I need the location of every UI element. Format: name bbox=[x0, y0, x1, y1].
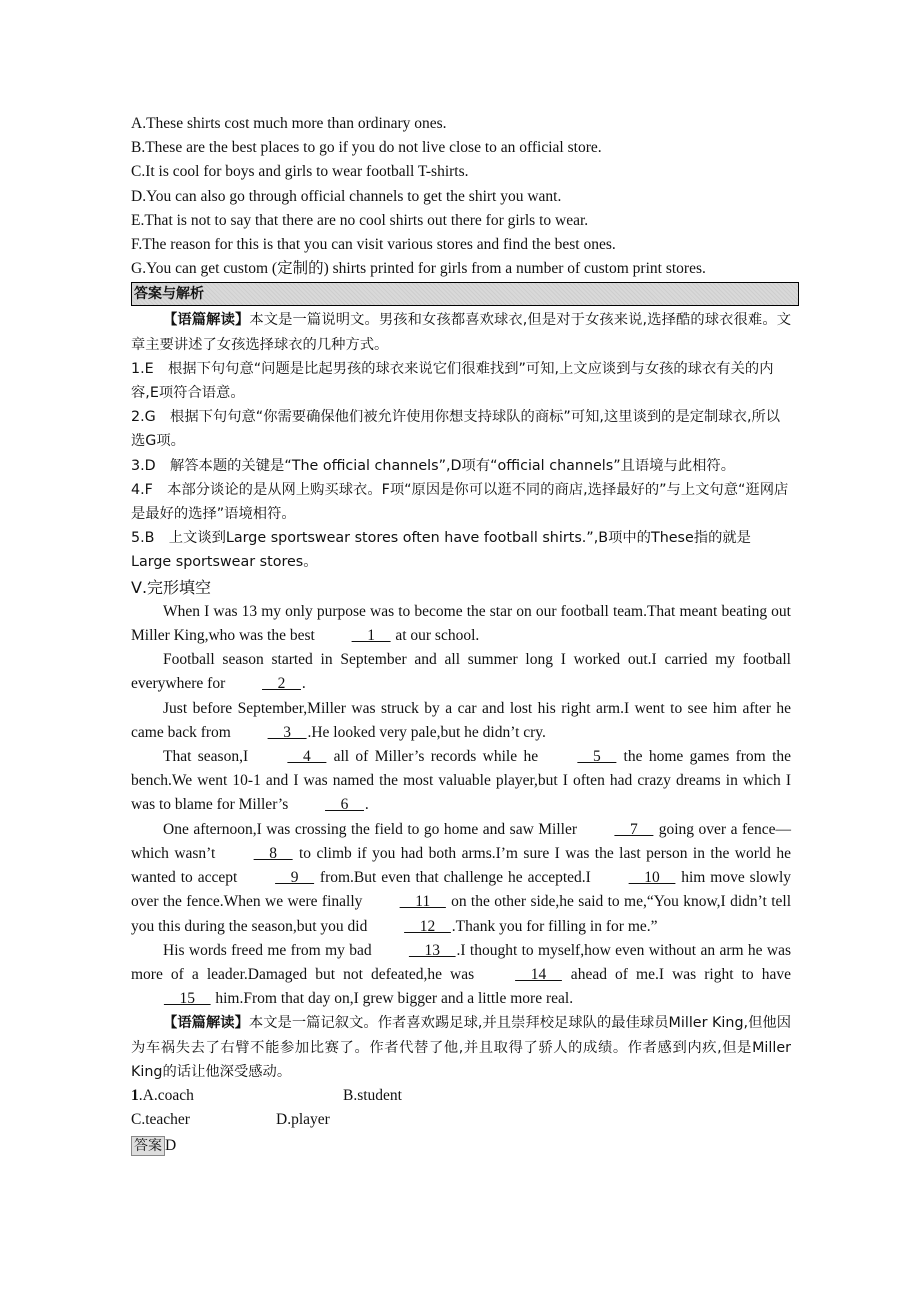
explanation-3: 3.D 解答本题的关键是“The official channels”,D项有“official channels”且语境与此相符。 bbox=[131, 457, 736, 474]
choice-a[interactable]: 1.A.coach bbox=[131, 1086, 194, 1104]
blank-2[interactable]: __2__ bbox=[262, 675, 301, 693]
choice-b[interactable]: B.student bbox=[343, 1086, 402, 1104]
option-d: D.You can also go through official channels to get the shirt you want. bbox=[131, 187, 562, 205]
cloze-paragraph-1: When I was 13 my only purpose was to become the star on our football team.That meant beating out Miller King,who was the best __1__ at our school. bbox=[131, 600, 791, 648]
passage-summary-2 bbox=[131, 1011, 791, 1084]
answer-line bbox=[131, 1134, 791, 1158]
cloze-paragraph-3: Just before September,Miller was struck by a car and lost his right arm.I went to see him after he came back from __3__.He looked very pale,but he didn’t cry. bbox=[131, 697, 791, 745]
option-b: B.These are the best places to go if you do not live close to an official store. bbox=[131, 139, 602, 157]
summary-text: 本文是一篇说明文。男孩和女孩都喜欢球衣,但是对于女孩来说,选择酷的球衣很难。文章主要讲述了女孩选择球衣的几种方式。 bbox=[131, 312, 792, 353]
option-f: F.The reason for this is that you can visit various stores and find the best ones. bbox=[131, 236, 616, 254]
blank-11[interactable]: __11__ bbox=[399, 893, 446, 911]
blank-1[interactable]: __1__ bbox=[351, 627, 391, 645]
summary-text: 本文是一篇记叙文。作者喜欢踢足球,并且崇拜校足球队的最佳球员Miller King,但他因为车祸失去了右臂不能参加比赛了。作者代替了他,并且取得了骄人的成绩。作者感到内疚,但是Miller King的话让他深受感动。 bbox=[131, 1015, 792, 1080]
explanation-2: 2.G 根据下句句意“你需要确保他们被允许使用你想支持球队的商标”可知,这里谈到的是定制球衣,所以选G项。 bbox=[131, 409, 781, 450]
explanation-4: 4.F 本部分谈论的是从网上购买球衣。F项“原因是你可以逛不同的商店,选择最好的”与上文句意“逛网店是最好的选择”语境相符。 bbox=[131, 481, 789, 523]
explanation-5: 5.B 上文谈到Large sportswear stores often have football shirts.”,B项中的These指的就是Large sportswear stores。 bbox=[131, 530, 751, 571]
blank-3[interactable]: __3__ bbox=[267, 723, 307, 741]
blank-13[interactable]: __13__ bbox=[409, 941, 456, 959]
blank-7[interactable]: __7__ bbox=[614, 820, 654, 838]
blank-5[interactable]: __5__ bbox=[577, 748, 617, 766]
question-number: 1 bbox=[131, 1086, 139, 1104]
option-a: A.These shirts cost much more than ordinary ones. bbox=[131, 115, 447, 132]
cloze-paragraph-4: That season,I __4__ all of Miller’s records while he __5__ the home games from the bench.We went 10-1 and I was named the most valuable player,but I often had crazy dreams in which I was to blame for Miller’s __6__. bbox=[131, 745, 791, 818]
blank-6[interactable]: __6__ bbox=[325, 796, 364, 814]
summary-label: 【语篇解读】 bbox=[163, 312, 250, 329]
blank-4[interactable]: __4__ bbox=[287, 748, 327, 766]
blank-9[interactable]: __9__ bbox=[275, 869, 314, 887]
cloze-paragraph-2: Football season started in September and all summer long I worked out.I carried my football everywhere for __2__. bbox=[131, 648, 791, 696]
question-1-options-row-1 bbox=[131, 1084, 791, 1108]
question-1-options-row-2 bbox=[131, 1108, 791, 1132]
option-g: G.You can get custom (定制的) shirts printed for girls from a number of custom print stores. bbox=[131, 260, 706, 278]
passage-summary-1 bbox=[131, 308, 791, 356]
blank-14[interactable]: __14__ bbox=[515, 965, 562, 983]
options-list bbox=[131, 112, 791, 281]
cloze-paragraph-6: His words freed me from my bad __13__.I thought to myself,how even without an arm he was more of a leader.Damaged but not defeated,he was __14__ ahead of me.I was right to have __15__ him.From that day on,I grew bigger and a little more real. bbox=[131, 939, 791, 1012]
choice-c[interactable]: C.teacher bbox=[131, 1111, 190, 1129]
answer-badge: 答案 bbox=[131, 1136, 165, 1156]
blank-10[interactable]: __10__ bbox=[628, 869, 676, 887]
blank-15[interactable]: __15__ bbox=[164, 990, 211, 1008]
choice-d[interactable]: D.player bbox=[276, 1111, 330, 1129]
option-e: E.That is not to say that there are no cool shirts out there for girls to wear. bbox=[131, 211, 589, 229]
option-c: C.It is cool for boys and girls to wear football T-shirts. bbox=[131, 163, 469, 181]
answer-value: D bbox=[165, 1137, 177, 1155]
explanation-1: 1.E 根据下句句意“问题是比起男孩的球衣来说它们很难找到”可知,上文应谈到与女孩的球衣有关的内容,E项符合语意。 bbox=[131, 360, 774, 402]
answer-analysis-header: 答案与解析 bbox=[131, 282, 799, 306]
blank-8[interactable]: __8__ bbox=[253, 844, 293, 862]
document-page bbox=[131, 112, 791, 1159]
section-title: Ⅴ.完形填空 bbox=[131, 577, 212, 597]
cloze-paragraph-5: One afternoon,I was crossing the field to go home and saw Miller __7__ going over a fence—which wasn’t __8__ to climb if you had both arms.I’m sure I was the last person in the world he wanted to accept __9__ from.But even that challenge he accepted.I __10__ him move slowly over the fence.When we were finally __11__ on the other side,he said to me,“You know,I didn’t tell you this during the season,but you did __12__.Thank you for filling in for me.” bbox=[131, 818, 791, 939]
summary-label: 【语篇解读】 bbox=[163, 1015, 249, 1032]
blank-12[interactable]: __12__ bbox=[404, 917, 451, 935]
